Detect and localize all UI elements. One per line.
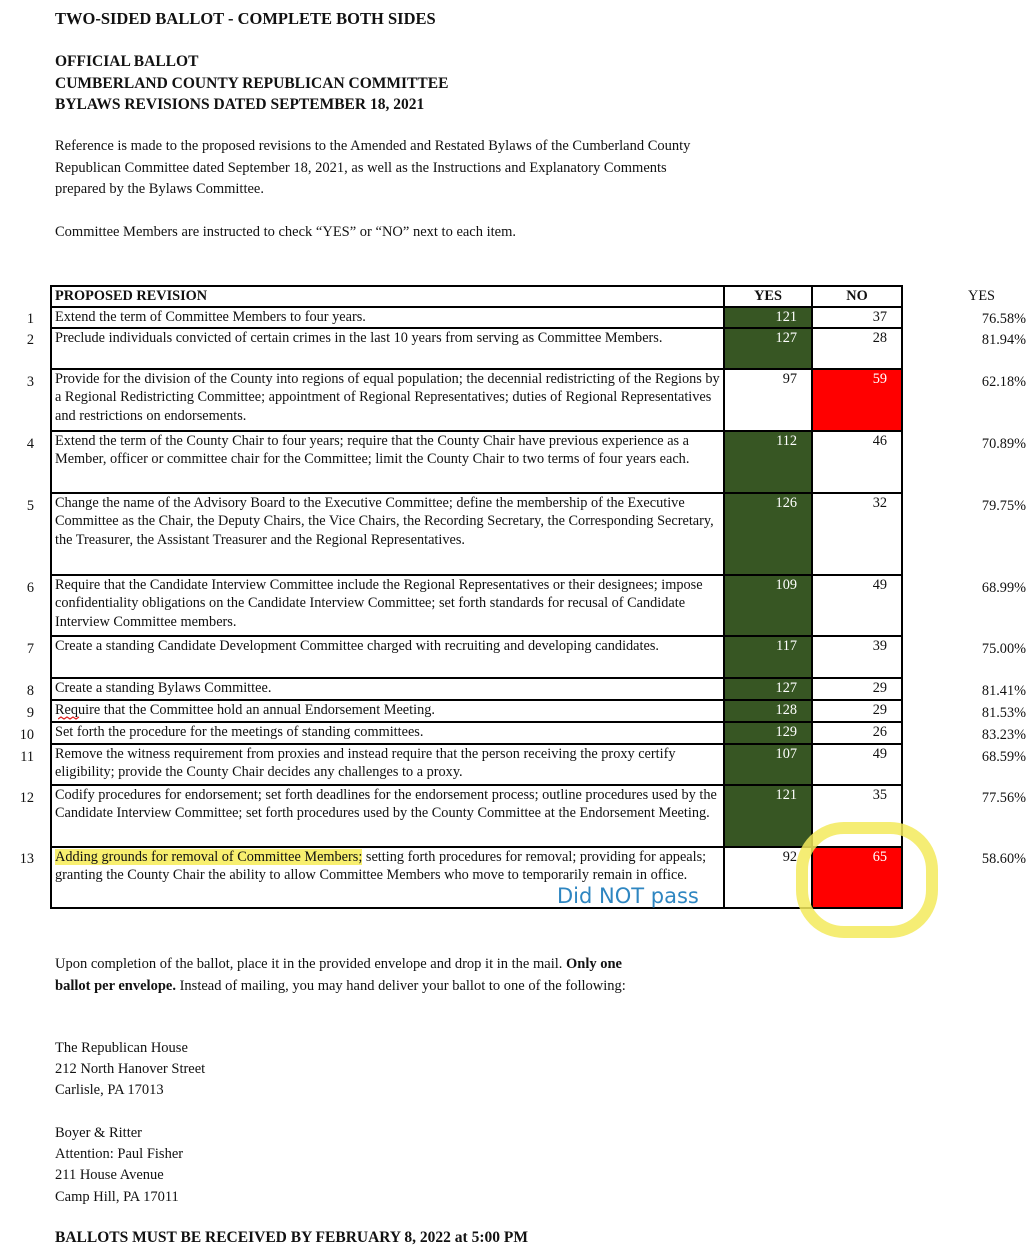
row-number: 13 [19, 851, 34, 867]
table-row [51, 636, 902, 678]
yes-count: 127 [724, 678, 812, 700]
yes-percent: 68.99% [981, 580, 1026, 596]
spellcheck-squiggle [58, 716, 80, 721]
committee-title: CUMBERLAND COUNTY REPUBLICAN COMMITTEE [55, 75, 449, 92]
yes-percent: 77.56% [981, 790, 1026, 806]
ballot-table [50, 285, 903, 909]
no-count: 35 [812, 785, 902, 847]
no-count: 39 [812, 636, 902, 678]
yes-percent: 62.18% [981, 374, 1026, 390]
address-line: 212 North Hanover Street [55, 1061, 206, 1078]
instruction-paragraph: Committee Members are instructed to check “YES” or “NO” next to each item. [55, 224, 517, 240]
row-number: 12 [19, 790, 34, 806]
yes-count: 117 [724, 636, 812, 678]
did-not-pass-note: Did NOT pass [557, 884, 699, 908]
no-count: 46 [812, 431, 902, 493]
row-number: 6 [26, 580, 34, 596]
yes-percent: 70.89% [981, 436, 1026, 452]
revision-text: Create a standing Bylaws Committee. [51, 678, 724, 700]
row-number: 9 [26, 705, 34, 721]
yes-count: 127 [724, 328, 812, 369]
address-line: Camp Hill, PA 17011 [55, 1188, 179, 1205]
ballot-title: OFFICIAL BALLOT [55, 53, 199, 70]
revision-text: Create a standing Candidate Development Committee charged with recruiting and developing candidates. [51, 636, 724, 678]
address-republican-house [55, 1038, 205, 1102]
header-proposed-revision: PROPOSED REVISION [51, 286, 724, 307]
yes-percent: 68.59% [981, 749, 1026, 765]
table-row [51, 575, 902, 636]
revision-text: Require that the Candidate Interview Committee include the Regional Representatives or their designees; impose confidentiality obligations on the Candidate Interview Committee; set forth standards for recusal of Candidate Interview Committee members. [51, 575, 724, 636]
two-sided-notice: TWO-SIDED BALLOT - COMPLETE BOTH SIDES [55, 9, 436, 28]
yes-percent: 81.53% [981, 705, 1026, 721]
revision-text: Change the name of the Advisory Board to the Executive Committee; define the membership of the Executive Committee as the Chair, the Deputy Chairs, the Vice Chairs, the Recording Secretary, the Corresponding Secretary, the Treasurer, the Assistant Treasurer and the Regional Representatives. [51, 493, 724, 575]
yes-percent: 81.41% [981, 683, 1026, 699]
table-row [51, 847, 902, 908]
row-number: 3 [26, 374, 34, 390]
percent-header: YES [968, 288, 996, 304]
no-count: 29 [812, 700, 902, 722]
address-line: Boyer & Ritter [55, 1125, 142, 1141]
row-number: 10 [19, 727, 34, 743]
yes-percent: 83.23% [981, 727, 1026, 743]
revision-text: Require that the Committee hold an annual Endorsement Meeting. [51, 700, 724, 722]
yes-count: 121 [724, 307, 812, 328]
address-line: 211 House Avenue [55, 1167, 164, 1184]
row-number: 5 [26, 498, 34, 514]
yes-count: 129 [724, 722, 812, 744]
table-row [51, 744, 902, 785]
highlighted-text: Adding grounds for removal of Committee Members; [55, 848, 363, 865]
row-number: 2 [26, 332, 34, 348]
completion-text: Upon completion of the ballot, place it in the provided envelope and drop it in the mail. [55, 956, 563, 972]
no-count: 65 [812, 847, 902, 908]
address-line: The Republican House [55, 1040, 188, 1056]
header-yes: YES [724, 286, 812, 307]
row-number: 1 [26, 311, 34, 327]
revision-text: Codify procedures for endorsement; set forth deadlines for the endorsement process; outline procedures used by the Candidate Interview Committee; set forth procedures used by the County Committee at the Endorsement Meeting. [51, 785, 724, 847]
yes-percent: 79.75% [981, 498, 1026, 514]
address-boyer-ritter [55, 1123, 183, 1208]
yes-count: 109 [724, 575, 812, 636]
revision-text: Extend the term of the County Chair to four years; require that the County Chair have previous experience as a Member, officer or committee chair for the Committee; limit the County Chair to two terms of four years each. [51, 431, 724, 493]
no-count: 37 [812, 307, 902, 328]
yes-percent: 58.60% [981, 851, 1026, 867]
header-no: NO [812, 286, 902, 307]
no-count: 49 [812, 575, 902, 636]
address-line: Carlisle, PA 17013 [55, 1082, 164, 1099]
address-line: Attention: Paul Fisher [55, 1146, 184, 1163]
yes-percent: 75.00% [981, 641, 1026, 657]
no-count: 29 [812, 678, 902, 700]
no-count: 32 [812, 493, 902, 575]
revision-text: Remove the witness requirement from proxies and instead require that the person receiving the proxy certify eligibility; provide the County Chair decides any challenges to a proxy. [51, 744, 724, 785]
yes-count: 126 [724, 493, 812, 575]
table-row [51, 678, 902, 700]
row-number: 7 [26, 641, 34, 657]
table-row [51, 307, 902, 328]
revision-text: Preclude individuals convicted of certain crimes in the last 10 years from serving as Committee Members. [51, 328, 724, 369]
revisions-title: BYLAWS REVISIONS DATED SEPTEMBER 18, 2021 [55, 96, 425, 113]
no-count: 59 [812, 369, 902, 431]
one-ballot-text: Only one ballot per envelope. [55, 956, 622, 994]
yes-percent: 76.58% [981, 311, 1026, 327]
yes-count: 107 [724, 744, 812, 785]
table-row [51, 431, 902, 493]
yes-count: 128 [724, 700, 812, 722]
row-number: 4 [26, 436, 34, 452]
completion-instructions [55, 954, 655, 997]
deadline-notice: BALLOTS MUST BE RECEIVED BY FEBRUARY 8, 2022 at 5:00 PM [55, 1229, 528, 1246]
yes-count: 121 [724, 785, 812, 847]
mailing-text: Instead of mailing, you may hand deliver your ballot to one of the following: [175, 977, 626, 994]
no-count: 28 [812, 328, 902, 369]
revision-text-rest: setting forth procedures for removal; providing for appeals; granting the County Chair the ability to allow Committee Members who move to temporarily remain in office. [55, 848, 707, 883]
table-row [51, 722, 902, 744]
no-count: 49 [812, 744, 902, 785]
reference-paragraph: Reference is made to the proposed revisions to the Amended and Restated Bylaws of the Cumberland County Republican Committee dated September 18, 2021, as well as the Instructions and Explanatory Comments prepared by the Bylaws Committee. [55, 138, 691, 197]
no-count: 26 [812, 722, 902, 744]
yes-count: 97 [724, 369, 812, 431]
revision-text: Provide for the division of the County into regions of equal population; the decennial redistricting of the Regions by a Regional Redistricting Committee; appointment of Regional Representatives; duties of Regional Representatives and restrictions on endorsements. [51, 369, 724, 431]
highlight-circle [796, 822, 938, 938]
yes-count: 112 [724, 431, 812, 493]
yes-count: 92 [724, 847, 812, 908]
yes-percent: 81.94% [981, 332, 1026, 348]
table-header-row [51, 286, 902, 307]
revision-text: Set forth the procedure for the meetings of standing committees. [51, 722, 724, 744]
table-row [51, 785, 902, 847]
revision-text: Extend the term of Committee Members to four years. [51, 307, 724, 328]
table-row [51, 493, 902, 575]
table-row [51, 700, 902, 722]
table-row [51, 328, 902, 369]
row-number: 11 [20, 749, 34, 765]
row-number: 8 [26, 683, 34, 699]
table-row [51, 369, 902, 431]
